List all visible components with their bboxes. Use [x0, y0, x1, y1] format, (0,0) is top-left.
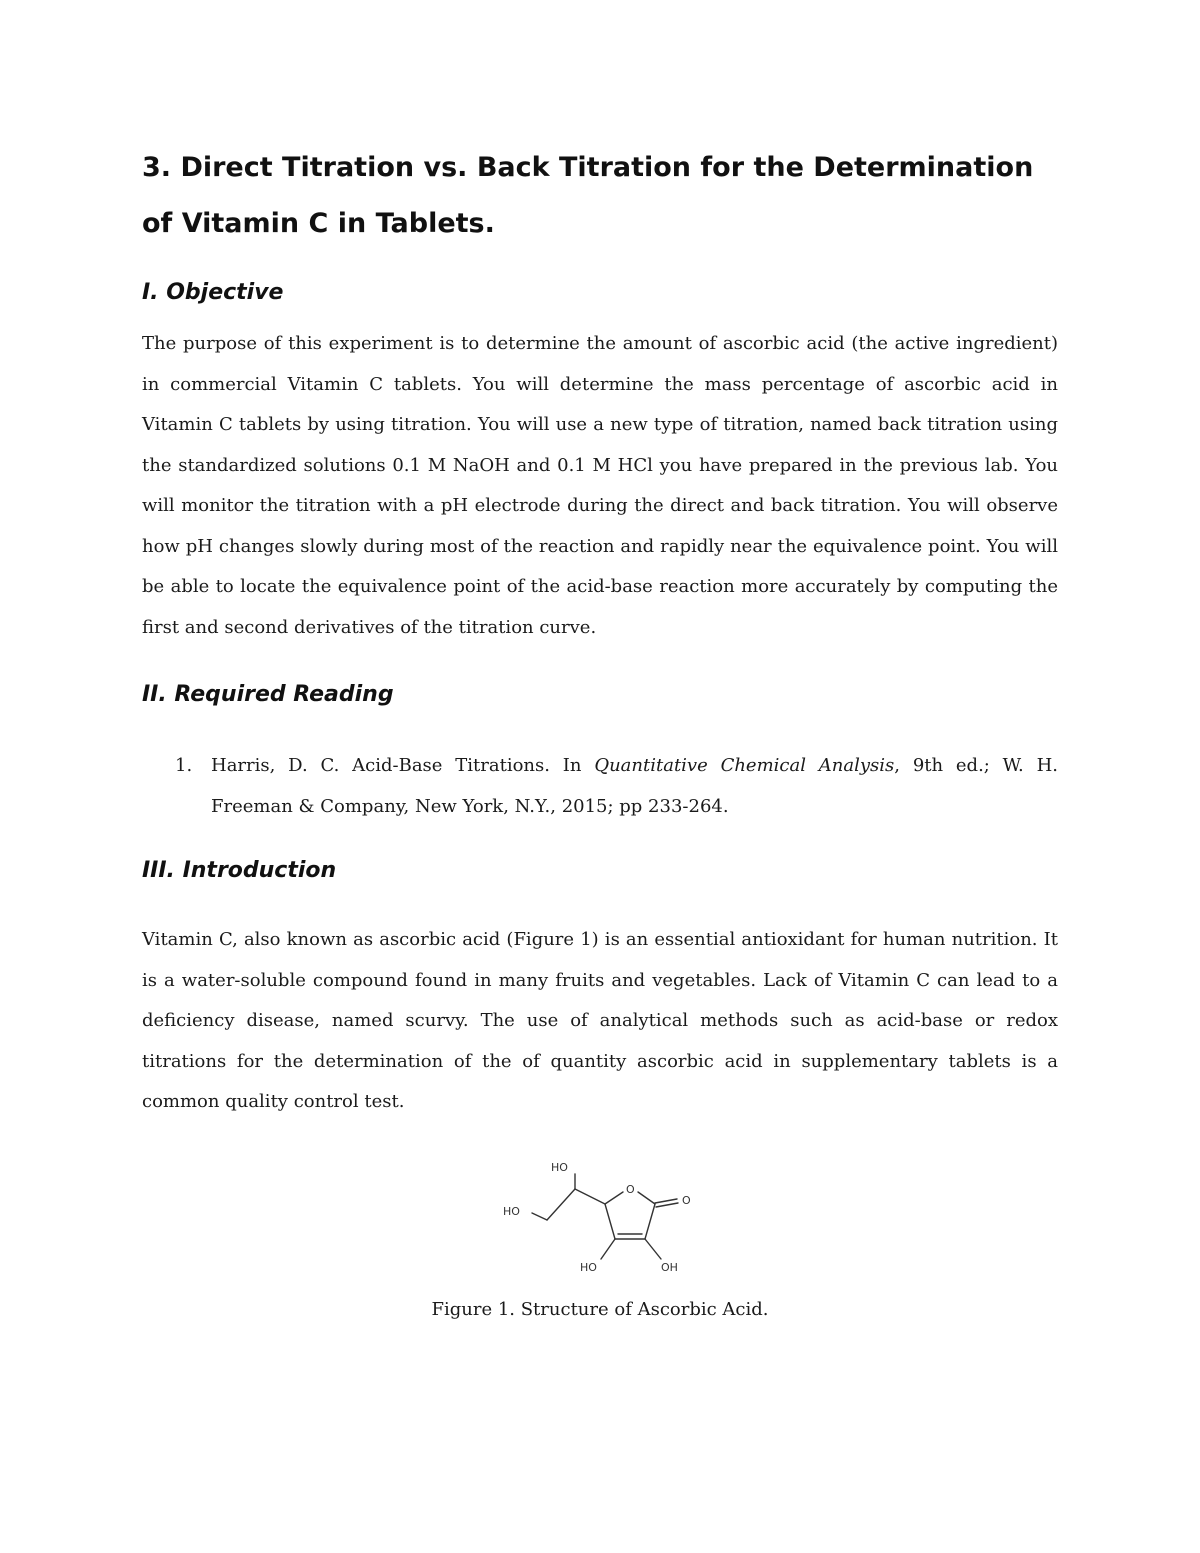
objective-heading: I. Objective [142, 280, 284, 305]
bond-ring-c3-c4 [605, 1204, 615, 1239]
reference-text-after: , 9th ed.; W. H. Freeman & Company, New York, N.Y., 2015; pp 233-264. [211, 755, 1058, 817]
document-title: 3. Direct Titration vs. Back Titration for the Determination of Vitamin C in Tablets. [142, 152, 1034, 239]
reference-item [211, 746, 1058, 827]
objective-paragraph: The purpose of this experiment is to determine the amount of ascorbic acid (the active ingredient) in commercial Vitamin C tablets. You will determine the mass percentage of ascorbic acid in Vitamin C tablets by using titration. You will use a new type of titration, named back titration using the standardized solutions 0.1 M NaOH and 0.1 M HCl you have prepared in the previous lab. You will monitor the titration with a pH electrode during the direct and back titration. You will observe how pH changes slowly during most of the reaction and rapidly near the equivalence point. You will be able to locate the equivalence point of the acid-base reaction more accurately by computing the first and second derivatives of the titration curve. [142, 333, 1058, 638]
bond-carbonyl-2 [656, 1203, 678, 1207]
bond-enol-right [645, 1239, 661, 1259]
bond-enol-left [601, 1239, 615, 1259]
atom-ring-oxygen: O [626, 1183, 635, 1196]
required-reading-heading: II. Required Reading [142, 682, 394, 707]
introduction-heading: III. Introduction [142, 858, 337, 883]
bond-ring-o-c1 [638, 1192, 655, 1204]
atom-oh-bottom: OH [661, 1261, 678, 1274]
bond-ring-c4-o [605, 1192, 623, 1204]
bond-ring-c1-c2 [645, 1204, 655, 1239]
bond-chain-ring [575, 1189, 605, 1204]
molecule-bonds [532, 1174, 678, 1259]
bond-ch2-oh [532, 1213, 547, 1220]
atom-ho-bottom: HO [580, 1261, 597, 1274]
reference-book-title: Quantitative Chemical Analysis [594, 755, 895, 776]
figure-caption: Figure 1. Structure of Ascorbic Acid. [431, 1299, 769, 1320]
introduction-paragraph: Vitamin C, also known as ascorbic acid (Figure 1) is an essential antioxidant for human nutrition. It is a water-soluble compound found in many fruits and vegetables. Lack of Vitamin C can lead to a deficiency disease, named scurvy. The use of analytical methods such as acid-base or redox titrations for the determination of the of quantity ascorbic acid in supplementary tablets is a common quality control test. [142, 929, 1058, 1112]
ascorbic-acid-structure [495, 1152, 705, 1282]
bond-carbonyl-1 [655, 1199, 677, 1203]
atom-carbonyl-oxygen: O [682, 1194, 691, 1207]
reference-text-before: Harris, D. C. Acid-Base Titrations. In [211, 755, 595, 776]
reference-number: 1. [175, 755, 193, 776]
atom-ho-top: HO [551, 1161, 568, 1174]
atom-ho-left: HO [503, 1205, 520, 1218]
bond-chain-ch2 [547, 1189, 575, 1220]
